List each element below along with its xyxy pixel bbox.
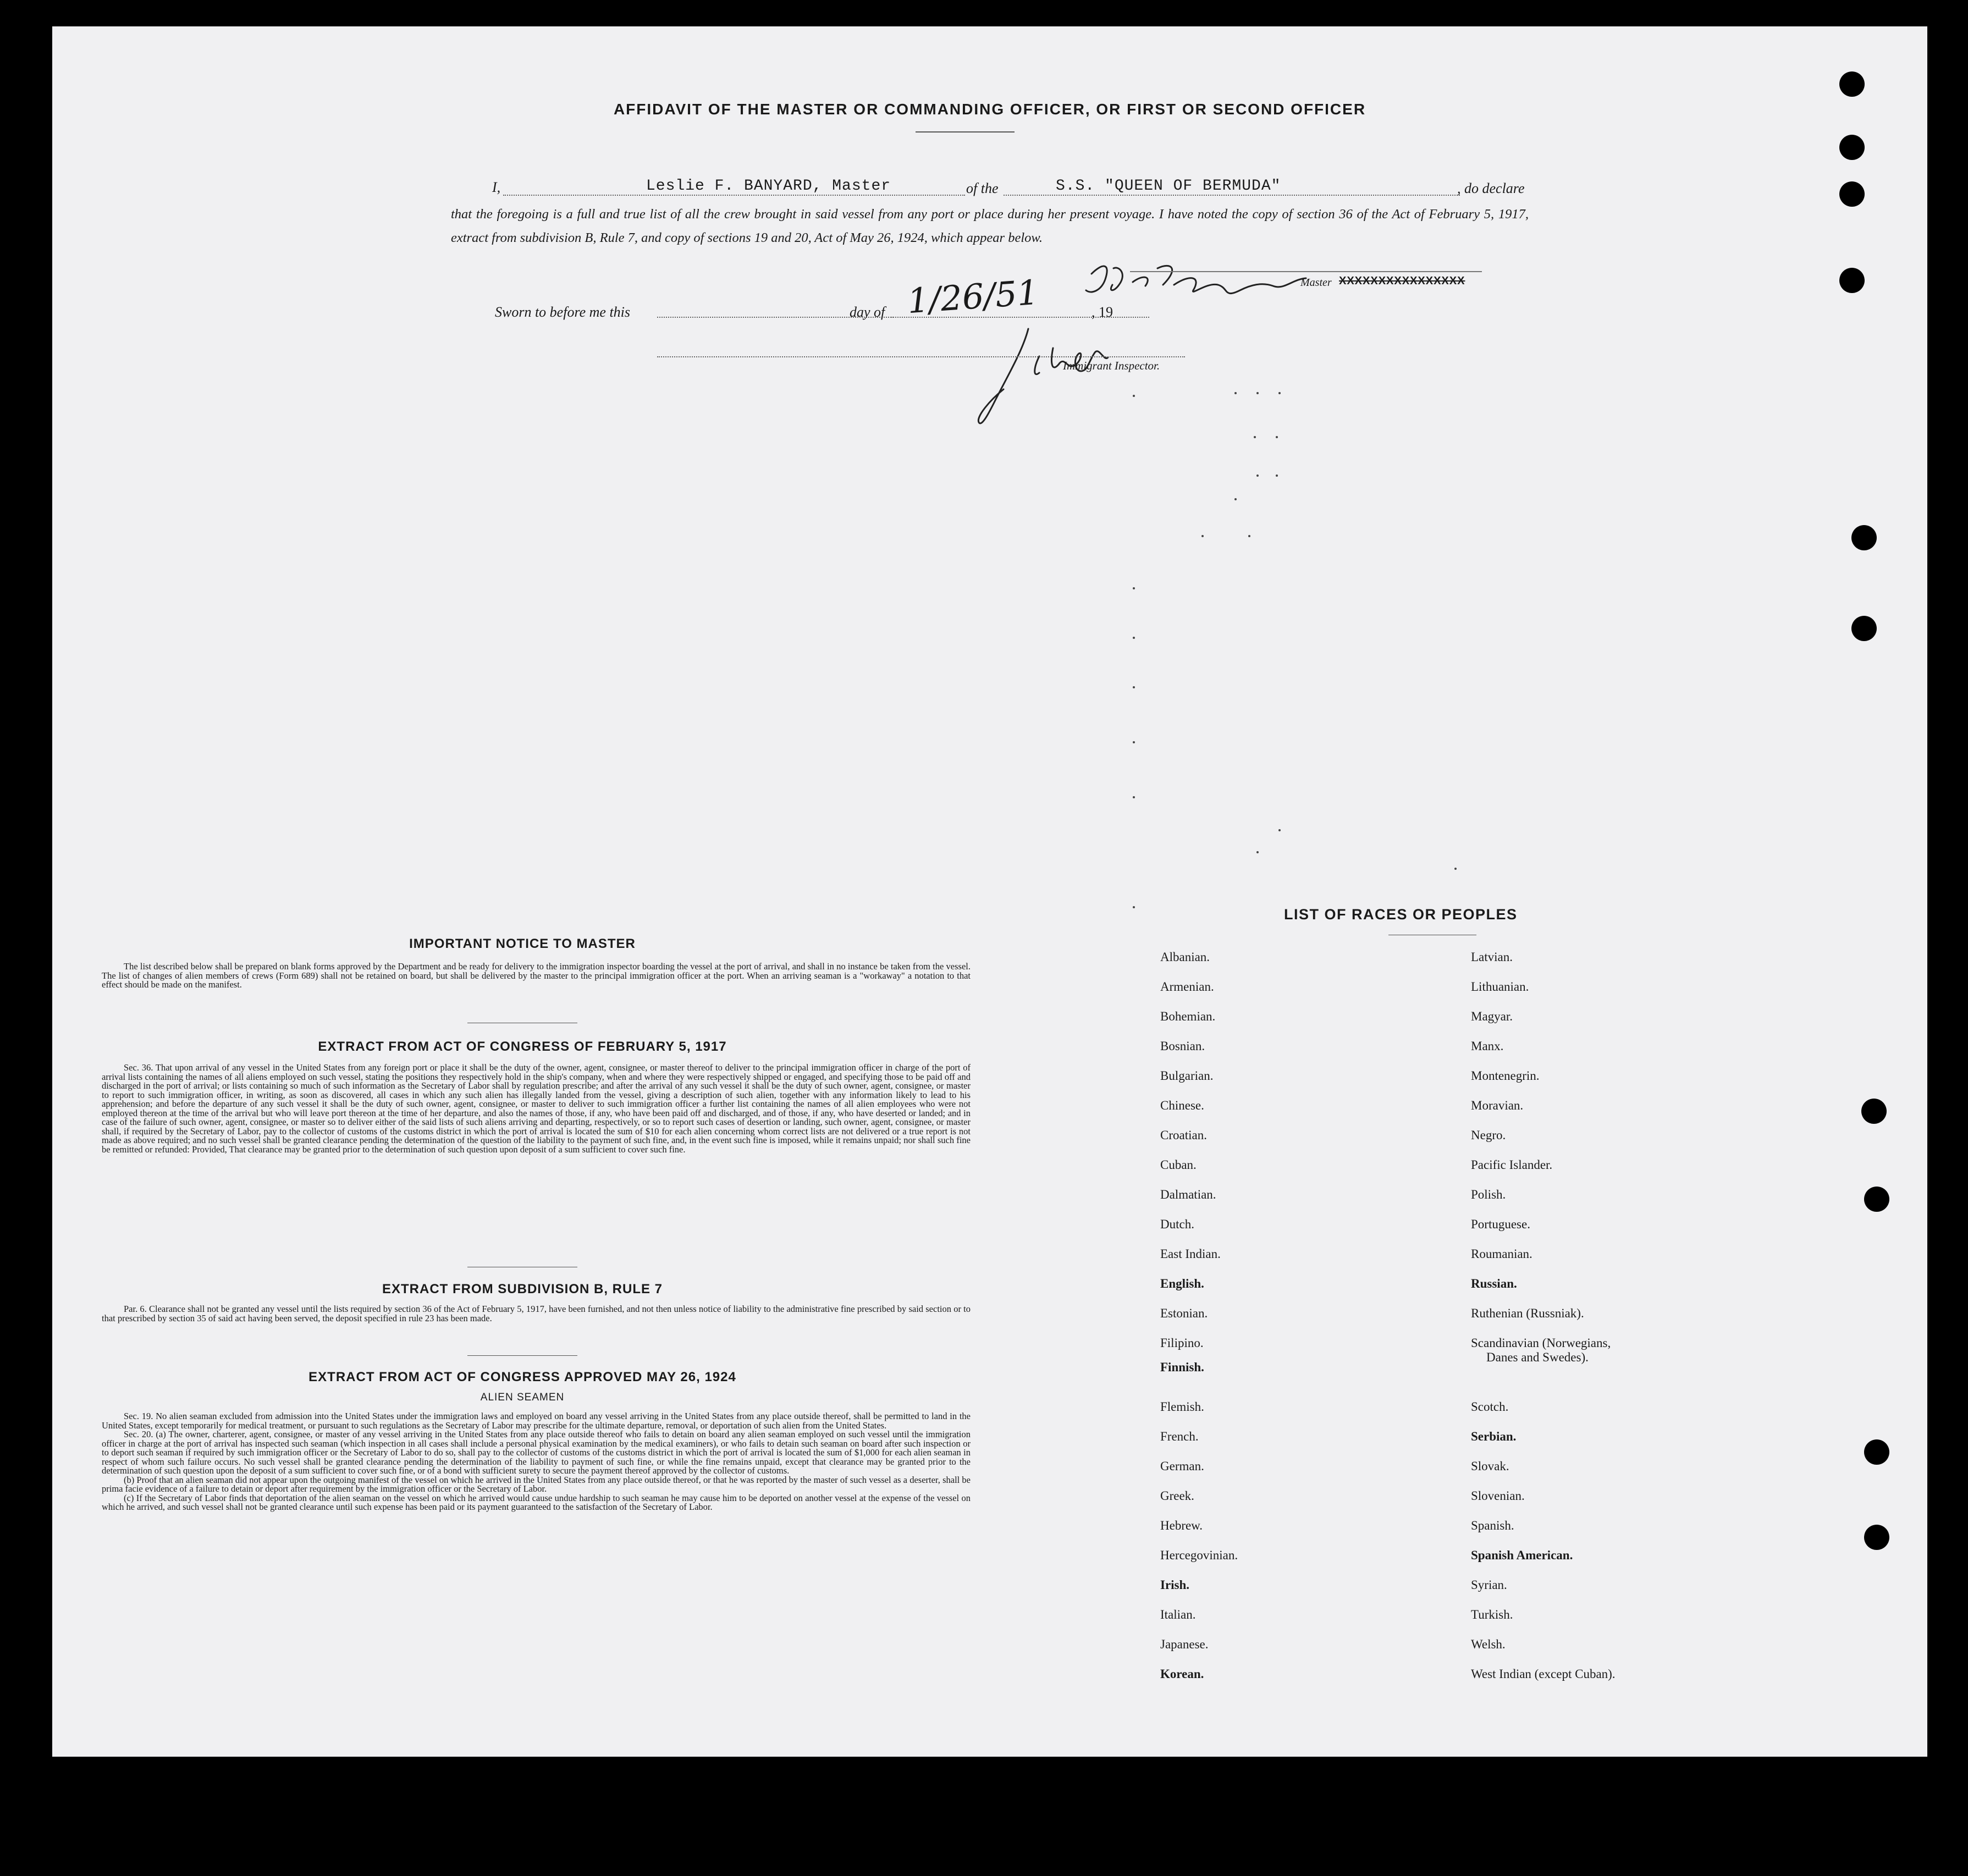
race-item: Moravian. (1471, 1099, 1524, 1112)
stray-mark (1133, 587, 1135, 589)
stray-mark (1276, 474, 1278, 477)
race-item: Spanish. (1471, 1519, 1514, 1532)
vessel-name-field: S.S. "QUEEN OF BERMUDA" (1056, 178, 1281, 195)
stray-mark (1133, 686, 1135, 688)
section-19-paragraph: Sec. 19. No alien seaman excluded from admission into the United States under the immigration laws and employed on board any vessel arriving in the United States from any place outside thereof, shall be permitted to land in the United States, except temporarily for medical treatment, or pursuant to such regulations as the Secretary of Labor may prescribe for the ultimate departure, removal, or deportation of such alien from the United States. (102, 1411, 971, 1431)
race-item: Slovak. (1471, 1459, 1509, 1473)
race-item: Scandinavian (Norwegians, (1471, 1336, 1611, 1350)
race-item: Filipino. (1160, 1336, 1204, 1350)
extract-1924-title: EXTRACT FROM ACT OF CONGRESS APPROVED MAY 26, 1924 (308, 1370, 736, 1384)
race-item: Scotch. (1471, 1400, 1509, 1414)
race-item: Manx. (1471, 1039, 1504, 1053)
race-item: Pacific Islander. (1471, 1158, 1553, 1172)
stray-mark (1278, 392, 1281, 394)
rule-7-body (102, 1305, 971, 1323)
race-item: Greek. (1160, 1489, 1194, 1503)
inspector-dotted-line (657, 356, 1185, 357)
binder-hole (1839, 135, 1865, 160)
extract-1917-title: EXTRACT FROM ACT OF CONGRESS OF FEBRUARY 5, 1917 (318, 1039, 727, 1054)
races-title: LIST OF RACES OR PEOPLES (1284, 906, 1518, 923)
race-item: Roumanian. (1471, 1247, 1532, 1261)
race-item: Armenian. (1160, 980, 1214, 994)
rule-7-divider (467, 1355, 577, 1356)
stray-mark (1133, 395, 1135, 397)
binder-hole (1851, 616, 1877, 641)
race-item: Croatian. (1160, 1128, 1207, 1142)
race-item: Magyar. (1471, 1009, 1513, 1023)
race-item: Serbian. (1471, 1430, 1517, 1443)
race-item: Montenegrin. (1471, 1069, 1540, 1083)
race-item: Hebrew. (1160, 1519, 1203, 1532)
race-item: English. (1160, 1277, 1204, 1290)
document-page (52, 26, 1927, 1757)
master-label: Master (1300, 277, 1332, 289)
race-item: Bosnian. (1160, 1039, 1205, 1053)
master-name-field: Leslie F. BANYARD, Master (646, 178, 891, 195)
notice-paragraph: The list described below shall be prepared on blank forms approved by the Department and be ready for delivery to the immigration inspector boarding the vessel at the port of arrival, and shall in no instance be taken from the vessel. The list of changes of alien members of crews (Form 689) shall not be retained on board, but shall be delivered by the master to the principal immigration officer at the port. When an arriving seaman is a "workaway" a notation to that effect should be made on the manifest. (102, 961, 971, 990)
race-item: Dalmatian. (1160, 1188, 1216, 1201)
section-20b-paragraph: (b) Proof that an alien seaman did not appear upon the outgoing manifest of the vessel on which he arrived in the United States from any place outside thereof, or that he was reported by the master of such vessel as a deserter, shall be prima facie evidence of a failure to detain or deport after requirement by the immigration officer or the Secretary of Labor. (102, 1474, 971, 1494)
race-item: Polish. (1471, 1188, 1506, 1201)
race-item: Lithuanian. (1471, 980, 1529, 994)
race-item: Italian. (1160, 1608, 1196, 1621)
stray-mark (1278, 829, 1281, 831)
master-signature-line (1130, 271, 1482, 272)
stray-mark (1133, 906, 1135, 908)
binder-hole (1864, 1439, 1889, 1465)
notice-body (102, 962, 971, 990)
par-6-paragraph: Par. 6. Clearance shall not be granted any vessel until the lists required by section 36 of the Act of February 5, 1917, have been furnished, and not then unless notice of liability to the administrative fine prescribed by said section or to that prescribed by section 35 of said act having been served, the deposit specified in rule 23 has been made. (102, 1304, 971, 1323)
of-the-label: of the (966, 180, 999, 196)
race-item: Russian. (1471, 1277, 1517, 1290)
inspector-signature (957, 318, 1122, 439)
race-item: Estonian. (1160, 1306, 1208, 1320)
race-item: Bohemian. (1160, 1009, 1216, 1023)
race-item: Korean. (1160, 1667, 1204, 1681)
race-item: Hercegovinian. (1160, 1548, 1238, 1562)
extract-1917-body (102, 1063, 971, 1154)
notice-title: IMPORTANT NOTICE TO MASTER (409, 936, 636, 951)
race-item: Cuban. (1160, 1158, 1197, 1172)
alien-seamen-subtitle: ALIEN SEAMEN (480, 1392, 565, 1403)
master-signature (1081, 252, 1333, 318)
race-item: East Indian. (1160, 1247, 1221, 1261)
race-item: Negro. (1471, 1128, 1506, 1142)
race-item: Latvian. (1471, 950, 1513, 964)
stray-mark (1256, 851, 1259, 853)
stray-mark (1256, 474, 1259, 477)
race-item: French. (1160, 1430, 1199, 1443)
race-item: Irish. (1160, 1578, 1190, 1592)
stray-mark (1234, 498, 1237, 500)
i-label: I, (492, 179, 501, 195)
race-item: Turkish. (1471, 1608, 1513, 1621)
section-20a-paragraph: Sec. 20. (a) The owner, charterer, agent, consignee, or master of any vessel arriving in the United States from any place outside thereof who fails to detain on board any alien seaman employed on such vessel until the immigration officer in charge at the port of arrival has inspected such seaman (which inspection in all cases shall include a personal physical examination by the medical examiners), or who fails to detain such seaman on board after such inspection or to deport such seaman if required by such immigration officer or the Secretary of Labor to do so, shall pay to the collector of customs of the customs district in which the port of arrival is located the sum of $1,000 for each alien seaman in respect of whom such failure occurs. No such vessel shall be granted clearance pending the determination of the liability to payment of such fine, or while the fine remains unpaid, except that clearance may be granted prior to the determination of such question upon the deposit of a sum sufficient to cover such fine, or of a bond with sufficient surety to secure the payment thereof approved by the collector of customs. (102, 1429, 971, 1476)
race-item: Ruthenian (Russniak). (1471, 1306, 1584, 1320)
affidavit-title: AFFIDAVIT OF THE MASTER OR COMMANDING OFFICER, OR FIRST OR SECOND OFFICER (613, 101, 1366, 118)
race-item: Spanish American. (1471, 1548, 1573, 1562)
vessel-dotted-line (1004, 195, 1460, 196)
race-item: Albanian. (1160, 950, 1210, 964)
binder-hole (1861, 1099, 1887, 1124)
stray-mark (1133, 796, 1135, 798)
stray-mark (1254, 436, 1256, 438)
struck-officer-title: XXXXXXXXXXXXXXXX (1339, 275, 1465, 287)
race-item: Dutch. (1160, 1217, 1194, 1231)
race-item: Welsh. (1471, 1637, 1506, 1651)
binder-hole (1864, 1187, 1889, 1212)
race-item: Japanese. (1160, 1637, 1209, 1651)
race-item: Danes and Swedes). (1486, 1350, 1589, 1364)
race-item: Bulgarian. (1160, 1069, 1214, 1083)
binder-hole (1864, 1525, 1889, 1550)
race-item: Slovenian. (1471, 1489, 1525, 1503)
race-item: Chinese. (1160, 1099, 1204, 1112)
stray-mark (1248, 535, 1250, 537)
stray-mark (1201, 535, 1204, 537)
section-36-paragraph: Sec. 36. That upon arrival of any vessel in the United States from any foreign port or place it shall be the duty of the owner, agent, consignee, or master thereof to deliver to the principal immigration officer in charge of the port of arrival lists containing the names of all aliens employed on such vessel, stating the positions they respectively hold in the ship's company, when and where they were respectively shipped or engaged, and specifying those to be paid off and discharged in the port of arrival; or lists containing so much of such information as the Secretary of Labor shall by regulation prescribe; and after the arrival of any such vessel it shall be the duty of such owner, agent, consignee, or master to report to such immigration officer, in writing, as soon as discovered, all cases in which any such alien has illegally landed from the vessel, giving a description of such alien, together with any information likely to lead to his apprehension; and before the departure of any such vessel it shall be the duty of such owner, agent, consignee, or master to deliver to such immigration officer a further list containing the names of all alien employees who were not employed thereon at the time of the arrival but who will leave port thereon at the time of her departure, and also the names of those, if any, who have been paid off and discharged, and of those, if any, who have deserted or landed; and in case of the failure of such owner, agent, consignee, or master so to deliver either of the said lists of such aliens arriving and departing, respectively, or so to report such cases of desertion or landing, such owner, agent, consignee, or master shall, if required by the Secretary of Labor, pay to the collector of customs of the customs district in which the port of arrival is located the sum of $10 for each alien concerning whom correct lists are not delivered or a true report is not made as above required; and no such vessel shall be granted clearance pending the determination of the question of the liability to the payment of such fine, and, in the event such fine is imposed, while it remains unpaid; nor shall such fine be remitted or refunded: Provided, That clearance may be granted prior to the determination of such question upon deposit of a sum sufficient to cover such fine. (102, 1062, 971, 1155)
affidavit-paragraph: that the foregoing is a full and true list of all the crew brought in said vessel from any port or place during her present voyage. I have noted the copy of section 36 of the Act of February 5, 1917, extract from subdivision B, Rule 7, and copy of sections 19 and 20, Act of May 26, 1924, which appear below. (451, 207, 1529, 245)
race-item: German. (1160, 1459, 1204, 1473)
race-item: West Indian (except Cuban). (1471, 1667, 1616, 1681)
rule-7-title: EXTRACT FROM SUBDIVISION B, RULE 7 (382, 1282, 663, 1296)
extract-1924-body (102, 1412, 971, 1512)
stray-mark (1133, 637, 1135, 639)
race-item: Flemish. (1160, 1400, 1204, 1414)
year-label: , 19 (1092, 304, 1113, 320)
race-item: Portuguese. (1471, 1217, 1530, 1231)
stray-mark (1454, 868, 1457, 870)
inspector-label: Immigrant Inspector. (1063, 359, 1160, 372)
race-item: Syrian. (1471, 1578, 1507, 1592)
binder-hole (1839, 181, 1865, 207)
sworn-label: Sworn to before me this (495, 304, 631, 320)
binder-hole (1839, 268, 1865, 293)
binder-hole (1851, 525, 1877, 550)
day-of-label: day of (850, 304, 885, 320)
do-declare-label: , do declare (1457, 180, 1525, 196)
binder-hole (1839, 71, 1865, 97)
section-20c-paragraph: (c) If the Secretary of Labor finds that deportation of the alien seaman on the vessel on which he arrived would cause undue hardship to such seaman he may cause him to be deported on another vessel at the expense of the vessel on which he arrived, and such vessel shall not be granted clearance until such expense has been paid or its payment guaranteed to the satisfaction of the Secretary of Labor. (102, 1492, 971, 1512)
stray-mark (1276, 436, 1278, 438)
title-divider (916, 131, 1015, 133)
name-dotted-line (503, 195, 965, 196)
race-item: Finnish. (1160, 1360, 1204, 1374)
stray-mark (1133, 741, 1135, 743)
handwritten-date: 1/26/51 (906, 272, 1040, 322)
stray-mark (1234, 392, 1237, 394)
stray-mark (1256, 392, 1259, 394)
